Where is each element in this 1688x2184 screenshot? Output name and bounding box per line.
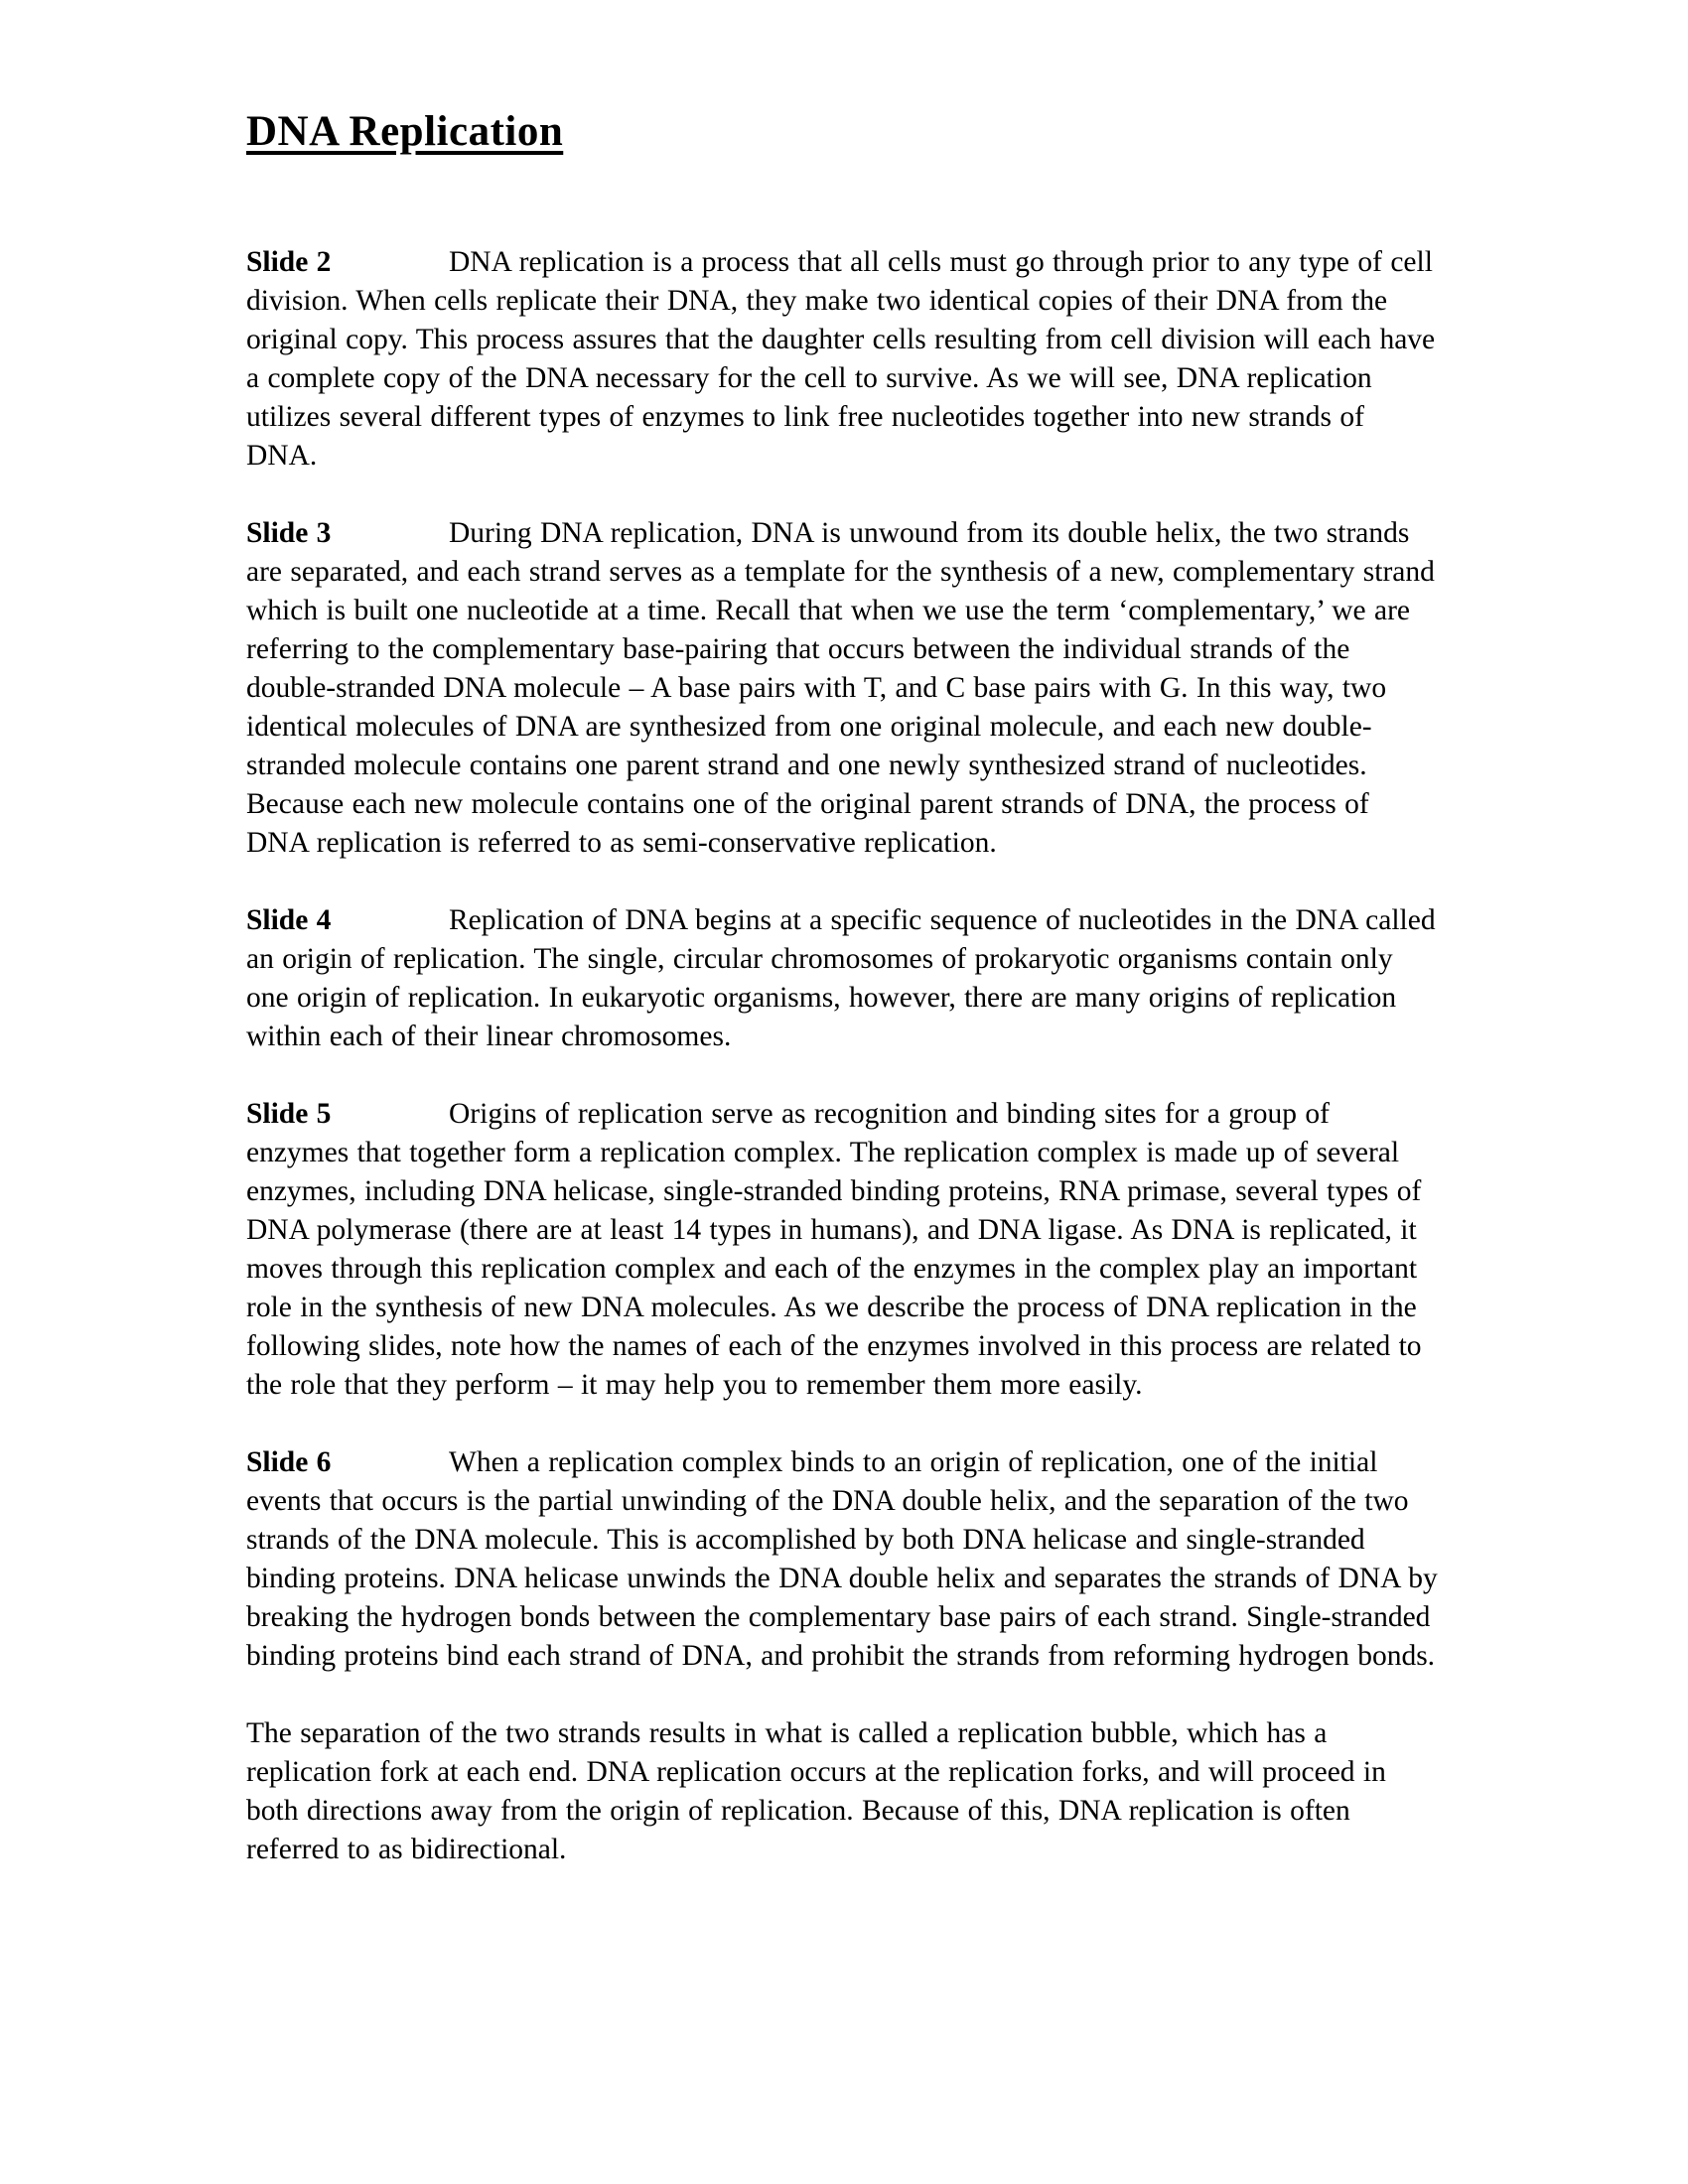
slide-2-text: DNA replication is a process that all cells must go through prior to any type of cell division. When cells replicate their DNA, they make two identical copies of their DNA from the original copy. This process assures that the daughter cells resulting from cell division will each have a complete copy of the DNA necessary for the cell to survive. As we will see, DNA replication utilizes several different types of enzymes to link free nucleotides together into new strands of DNA. — [246, 246, 1436, 472]
slide-2-label: Slide 2 — [246, 246, 332, 278]
slide-5-text: Origins of replication serve as recognition and binding sites for a group of enzymes that together form a replication complex. The replication complex is made up of several enzymes, including DNA helicase, single-stranded binding proteins, RNA primase, several types of DNA polymerase (there are at least 14 types in humans), and DNA ligase. As DNA is replicated, it moves through this replication complex and each of the enzymes in the complex play an important role in the synthesis of new DNA molecules. As we describe the process of DNA replication in the following slides, note how the names of each of the enzymes involved in this process are related to the role that they perform – it may help you to remember them more easily. — [246, 1098, 1422, 1401]
slide-4-paragraph — [246, 901, 1438, 1056]
slide-6-label: Slide 6 — [246, 1446, 332, 1478]
slide-5-paragraph — [246, 1095, 1438, 1405]
slide-4-text: Replication of DNA begins at a specific sequence of nucleotides in the DNA called an origin of replication. The single, circular chromosomes of prokaryotic organisms contain only one origin of replication. In eukaryotic organisms, however, there are many origins of replication within each of their linear chromosomes. — [246, 904, 1436, 1052]
slide-6-text: When a replication complex binds to an origin of replication, one of the initial events that occurs is the partial unwinding of the DNA double helix, and the separation of the two strands of the DNA molecule. This is accomplished by both DNA helicase and single-stranded binding proteins. DNA helicase unwinds the DNA double helix and separates the strands of DNA by breaking the hydrogen bonds between the complementary base pairs of each strand. Single-stranded binding proteins bind each strand of DNA, and prohibit the strands from reforming hydrogen bonds. — [246, 1446, 1438, 1672]
closing-paragraph-text: The separation of the two strands results in what is called a replication bubble, which has a replication fork at each end. DNA replication occurs at the replication forks, and will proceed in both directions away from the origin of replication. Because of this, DNA replication is often referred to as bidirectional. — [246, 1717, 1386, 1865]
slide-3-label: Slide 3 — [246, 517, 332, 549]
slide-4-label: Slide 4 — [246, 904, 332, 936]
slide-3-text: During DNA replication, DNA is unwound from its double helix, the two strands are separated, and each strand serves as a template for the synthesis of a new, complementary strand which is built one nucleotide at a time. Recall that when we use the term ‘complementary,’ we are referring to the complementary base-pairing that occurs between the individual strands of the double-stranded DNA molecule – A base pairs with T, and C base pairs with G. In this way, two identical molecules of DNA are synthesized from one original molecule, and each new double-stranded molecule contains one parent strand and one newly synthesized strand of nucleotides. Because each new molecule contains one of the original parent strands of DNA, the process of DNA replication is referred to as semi-conservative replication. — [246, 517, 1435, 859]
document-title: DNA Replication — [246, 108, 564, 155]
slide-6-paragraph — [246, 1443, 1438, 1676]
slide-3-paragraph — [246, 514, 1438, 863]
slide-5-label: Slide 5 — [246, 1098, 332, 1130]
closing-paragraph — [246, 1714, 1438, 1869]
slide-2-paragraph — [246, 243, 1438, 476]
